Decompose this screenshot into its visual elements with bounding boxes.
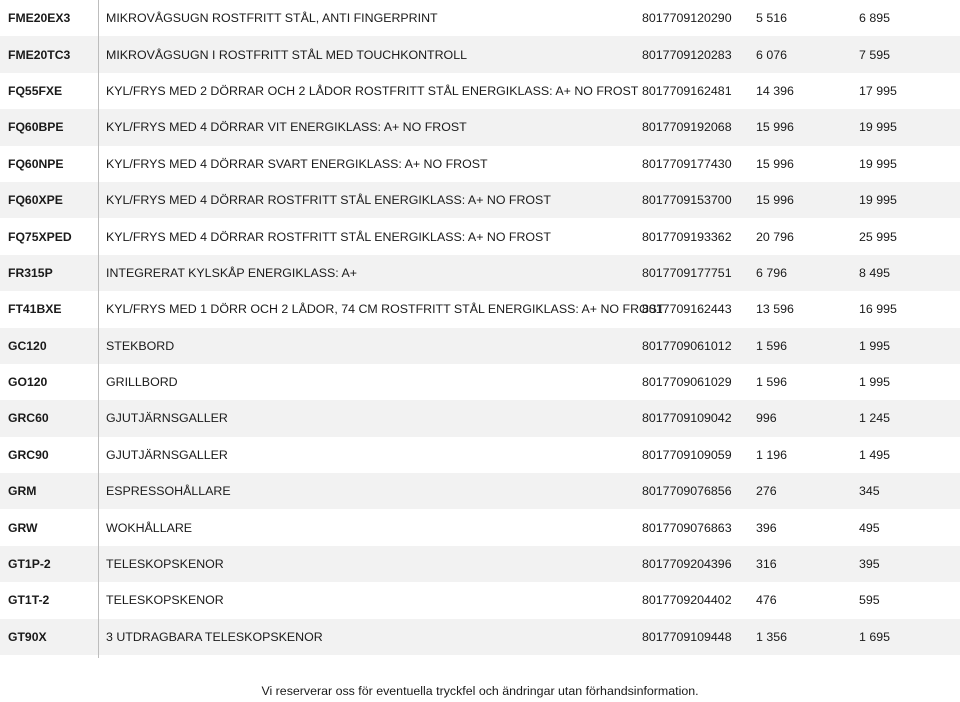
ean-code: 8017709109448 <box>642 629 732 644</box>
product-code: FT41BXE <box>8 302 62 317</box>
price-excl-vat: 996 <box>756 411 777 426</box>
price-incl-vat: 6 895 <box>859 11 891 26</box>
price-excl-vat: 15 996 <box>756 156 794 171</box>
table-row <box>0 291 960 327</box>
table-row <box>0 255 960 291</box>
ean-code: 8017709153700 <box>642 193 732 208</box>
price-excl-vat: 1 356 <box>756 629 788 644</box>
table-row <box>0 0 960 36</box>
table-row <box>0 509 960 545</box>
price-excl-vat: 6 796 <box>756 265 788 280</box>
price-excl-vat: 15 996 <box>756 193 794 208</box>
table-row <box>0 437 960 473</box>
product-code: GRW <box>8 520 38 535</box>
table-row <box>0 619 960 655</box>
price-incl-vat: 19 995 <box>859 193 897 208</box>
ean-code: 8017709193362 <box>642 229 732 244</box>
table-row <box>0 182 960 218</box>
price-excl-vat: 5 516 <box>756 11 788 26</box>
product-code: GRC60 <box>8 411 49 426</box>
column-divider <box>98 0 99 658</box>
product-code: FQ60XPE <box>8 193 63 208</box>
product-description: TELESKOPSKENOR <box>106 557 224 572</box>
price-excl-vat: 13 596 <box>756 302 794 317</box>
price-excl-vat: 1 596 <box>756 338 788 353</box>
price-incl-vat: 1 245 <box>859 411 891 426</box>
table-row <box>0 364 960 400</box>
ean-code: 8017709076863 <box>642 520 732 535</box>
product-code: GRM <box>8 484 37 499</box>
product-description: GRILLBORD <box>106 375 178 390</box>
ean-code: 8017709120290 <box>642 11 732 26</box>
price-excl-vat: 476 <box>756 593 777 608</box>
price-excl-vat: 1 596 <box>756 375 788 390</box>
product-code: FME20EX3 <box>8 11 71 26</box>
price-excl-vat: 15 996 <box>756 120 794 135</box>
price-incl-vat: 19 995 <box>859 156 897 171</box>
price-incl-vat: 595 <box>859 593 880 608</box>
product-code: FQ55FXE <box>8 83 63 98</box>
product-code: FQ60NPE <box>8 156 64 171</box>
table-row <box>0 36 960 72</box>
price-incl-vat: 16 995 <box>859 302 897 317</box>
product-code: GRC90 <box>8 447 49 462</box>
table-row <box>0 73 960 109</box>
price-incl-vat: 8 495 <box>859 265 891 280</box>
product-code: FQ60BPE <box>8 120 64 135</box>
price-excl-vat: 1 196 <box>756 447 788 462</box>
ean-code: 8017709109042 <box>642 411 732 426</box>
price-incl-vat: 1 495 <box>859 447 891 462</box>
product-description: WOKHÅLLARE <box>106 520 193 535</box>
product-code: GC120 <box>8 338 47 353</box>
product-description: STEKBORD <box>106 338 175 353</box>
table-row <box>0 400 960 436</box>
ean-code: 8017709192068 <box>642 120 732 135</box>
product-description: ESPRESSOHÅLLARE <box>106 484 231 499</box>
table-row <box>0 546 960 582</box>
product-code: FQ75XPED <box>8 229 72 244</box>
ean-code: 8017709109059 <box>642 447 732 462</box>
product-description: KYL/FRYS MED 1 DÖRR OCH 2 LÅDOR, 74 CM ROSTFRITT STÅL ENERGIKLASS: A+ NO FROST <box>106 302 665 317</box>
product-code: FR315P <box>8 265 53 280</box>
ean-code: 8017709204396 <box>642 557 732 572</box>
footer-disclaimer: Vi reserverar oss för eventuella tryckfel och ändringar utan förhandsinformation. <box>261 684 699 698</box>
product-description: GJUTJÄRNSGALLER <box>106 447 228 462</box>
product-description: KYL/FRYS MED 4 DÖRRAR ROSTFRITT STÅL ENERGIKLASS: A+ NO FROST <box>106 229 551 244</box>
ean-code: 8017709177430 <box>642 156 732 171</box>
product-description: KYL/FRYS MED 4 DÖRRAR VIT ENERGIKLASS: A+ NO FROST <box>106 120 467 135</box>
price-incl-vat: 1 995 <box>859 375 891 390</box>
ean-code: 8017709204402 <box>642 593 732 608</box>
product-code: GT1T-2 <box>8 593 50 608</box>
price-excl-vat: 276 <box>756 484 777 499</box>
price-incl-vat: 395 <box>859 557 880 572</box>
product-code: GT1P-2 <box>8 557 51 572</box>
product-description: TELESKOPSKENOR <box>106 593 224 608</box>
price-incl-vat: 25 995 <box>859 229 897 244</box>
ean-code: 8017709177751 <box>642 265 732 280</box>
ean-code: 8017709162443 <box>642 302 732 317</box>
product-description: KYL/FRYS MED 2 DÖRRAR OCH 2 LÅDOR ROSTFRITT STÅL ENERGIKLASS: A+ NO FROST <box>106 83 639 98</box>
product-code: GT90X <box>8 629 47 644</box>
table-row <box>0 473 960 509</box>
product-description: 3 UTDRAGBARA TELESKOPSKENOR <box>106 629 323 644</box>
table-row <box>0 328 960 364</box>
ean-code: 8017709061029 <box>642 375 732 390</box>
price-incl-vat: 19 995 <box>859 120 897 135</box>
price-excl-vat: 20 796 <box>756 229 794 244</box>
product-description: GJUTJÄRNSGALLER <box>106 411 228 426</box>
price-incl-vat: 17 995 <box>859 83 897 98</box>
price-excl-vat: 316 <box>756 557 777 572</box>
price-excl-vat: 396 <box>756 520 777 535</box>
price-excl-vat: 14 396 <box>756 83 794 98</box>
table-row <box>0 109 960 145</box>
price-incl-vat: 1 695 <box>859 629 891 644</box>
price-incl-vat: 345 <box>859 484 880 499</box>
price-incl-vat: 1 995 <box>859 338 891 353</box>
ean-code: 8017709061012 <box>642 338 732 353</box>
ean-code: 8017709120283 <box>642 47 732 62</box>
product-description: MIKROVÅGSUGN I ROSTFRITT STÅL MED TOUCHKONTROLL <box>106 47 467 62</box>
product-description: INTEGRERAT KYLSKÅP ENERGIKLASS: A+ <box>106 265 358 280</box>
table-row <box>0 582 960 618</box>
price-incl-vat: 7 595 <box>859 47 891 62</box>
product-description: KYL/FRYS MED 4 DÖRRAR ROSTFRITT STÅL ENERGIKLASS: A+ NO FROST <box>106 193 551 208</box>
product-code: FME20TC3 <box>8 47 71 62</box>
product-description: MIKROVÅGSUGN ROSTFRITT STÅL, ANTI FINGERPRINT <box>106 11 438 26</box>
product-code: GO120 <box>8 375 48 390</box>
table-row <box>0 146 960 182</box>
ean-code: 8017709162481 <box>642 83 732 98</box>
price-excl-vat: 6 076 <box>756 47 788 62</box>
product-description: KYL/FRYS MED 4 DÖRRAR SVART ENERGIKLASS: A+ NO FROST <box>106 156 488 171</box>
ean-code: 8017709076856 <box>642 484 732 499</box>
price-incl-vat: 495 <box>859 520 880 535</box>
table-row <box>0 218 960 254</box>
